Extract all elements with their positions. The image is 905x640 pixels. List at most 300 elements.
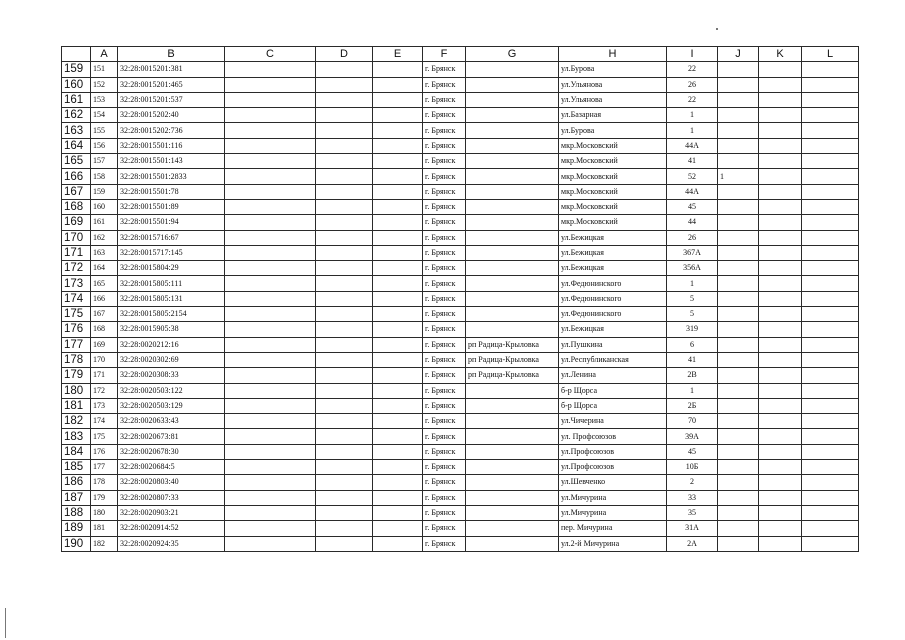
cell-a[interactable]: 151 [91, 62, 118, 77]
cell-c[interactable] [225, 475, 316, 490]
cell-h[interactable]: мкр.Московский [559, 215, 667, 230]
cell-d[interactable] [316, 215, 373, 230]
column-header-j[interactable]: J [718, 47, 759, 62]
cell-b[interactable]: 32:28:0015501:143 [118, 154, 225, 169]
cell-k[interactable] [759, 215, 802, 230]
cell-j[interactable] [718, 322, 759, 337]
cell-j[interactable] [718, 505, 759, 520]
cell-f[interactable]: г. Брянск [423, 62, 466, 77]
cell-f[interactable]: г. Брянск [423, 475, 466, 490]
cell-d[interactable] [316, 536, 373, 551]
cell-i[interactable]: 2Б [667, 398, 718, 413]
cell-g[interactable] [466, 521, 559, 536]
cell-k[interactable] [759, 536, 802, 551]
cell-d[interactable] [316, 322, 373, 337]
cell-k[interactable] [759, 475, 802, 490]
cell-a[interactable]: 169 [91, 337, 118, 352]
cell-g[interactable]: рп Радица-Крыловка [466, 337, 559, 352]
cell-b[interactable]: 32:28:0015805:111 [118, 276, 225, 291]
cell-k[interactable] [759, 230, 802, 245]
cell-e[interactable] [373, 414, 423, 429]
cell-e[interactable] [373, 536, 423, 551]
cell-j[interactable] [718, 199, 759, 214]
cell-l[interactable] [802, 77, 859, 92]
cell-j[interactable] [718, 215, 759, 230]
cell-c[interactable] [225, 62, 316, 77]
cell-l[interactable] [802, 460, 859, 475]
cell-k[interactable] [759, 184, 802, 199]
cell-i[interactable]: 26 [667, 230, 718, 245]
cell-a[interactable]: 181 [91, 521, 118, 536]
cell-j[interactable] [718, 475, 759, 490]
cell-a[interactable]: 158 [91, 169, 118, 184]
cell-e[interactable] [373, 460, 423, 475]
cell-d[interactable] [316, 337, 373, 352]
row-number[interactable]: 182 [62, 414, 91, 429]
cell-g[interactable] [466, 460, 559, 475]
cell-h[interactable]: б-р Щорса [559, 383, 667, 398]
cell-a[interactable]: 160 [91, 199, 118, 214]
column-header-c[interactable]: C [225, 47, 316, 62]
cell-d[interactable] [316, 169, 373, 184]
cell-c[interactable] [225, 245, 316, 260]
cell-l[interactable] [802, 368, 859, 383]
cell-j[interactable] [718, 276, 759, 291]
cell-f[interactable]: г. Брянск [423, 199, 466, 214]
cell-a[interactable]: 174 [91, 414, 118, 429]
column-header-h[interactable]: H [559, 47, 667, 62]
row-number[interactable]: 163 [62, 123, 91, 138]
cell-d[interactable] [316, 291, 373, 306]
cell-h[interactable]: ул.Пушкина [559, 337, 667, 352]
row-number[interactable]: 160 [62, 77, 91, 92]
cell-h[interactable]: ул.Ленина [559, 368, 667, 383]
cell-a[interactable]: 171 [91, 368, 118, 383]
cell-e[interactable] [373, 154, 423, 169]
cell-b[interactable]: 32:28:0020302:69 [118, 352, 225, 367]
row-number[interactable]: 179 [62, 368, 91, 383]
cell-i[interactable]: 41 [667, 154, 718, 169]
cell-f[interactable]: г. Брянск [423, 337, 466, 352]
cell-j[interactable] [718, 460, 759, 475]
cell-c[interactable] [225, 352, 316, 367]
cell-e[interactable] [373, 291, 423, 306]
cell-f[interactable]: г. Брянск [423, 215, 466, 230]
cell-b[interactable]: 32:28:0020924:35 [118, 536, 225, 551]
cell-f[interactable]: г. Брянск [423, 505, 466, 520]
cell-f[interactable]: г. Брянск [423, 154, 466, 169]
cell-k[interactable] [759, 444, 802, 459]
cell-l[interactable] [802, 291, 859, 306]
cell-a[interactable]: 166 [91, 291, 118, 306]
cell-i[interactable]: 5 [667, 307, 718, 322]
cell-e[interactable] [373, 521, 423, 536]
cell-g[interactable] [466, 261, 559, 276]
row-number[interactable]: 181 [62, 398, 91, 413]
cell-c[interactable] [225, 230, 316, 245]
row-number[interactable]: 171 [62, 245, 91, 260]
row-number[interactable]: 186 [62, 475, 91, 490]
cell-b[interactable]: 32:28:0020684:5 [118, 460, 225, 475]
cell-d[interactable] [316, 230, 373, 245]
cell-c[interactable] [225, 77, 316, 92]
cell-i[interactable]: 33 [667, 490, 718, 505]
cell-e[interactable] [373, 383, 423, 398]
cell-a[interactable]: 178 [91, 475, 118, 490]
cell-d[interactable] [316, 276, 373, 291]
cell-c[interactable] [225, 505, 316, 520]
cell-l[interactable] [802, 505, 859, 520]
cell-l[interactable] [802, 398, 859, 413]
cell-f[interactable]: г. Брянск [423, 383, 466, 398]
cell-k[interactable] [759, 505, 802, 520]
cell-a[interactable]: 159 [91, 184, 118, 199]
cell-j[interactable] [718, 184, 759, 199]
cell-g[interactable] [466, 154, 559, 169]
cell-l[interactable] [802, 352, 859, 367]
cell-k[interactable] [759, 199, 802, 214]
cell-c[interactable] [225, 261, 316, 276]
cell-a[interactable]: 161 [91, 215, 118, 230]
cell-f[interactable]: г. Брянск [423, 169, 466, 184]
cell-l[interactable] [802, 414, 859, 429]
cell-l[interactable] [802, 230, 859, 245]
cell-h[interactable]: ул.Чичерина [559, 414, 667, 429]
cell-e[interactable] [373, 77, 423, 92]
cell-h[interactable]: ул.Федюнинского [559, 307, 667, 322]
cell-e[interactable] [373, 398, 423, 413]
cell-j[interactable] [718, 138, 759, 153]
cell-l[interactable] [802, 245, 859, 260]
cell-j[interactable] [718, 444, 759, 459]
cell-g[interactable] [466, 490, 559, 505]
row-number[interactable]: 168 [62, 199, 91, 214]
cell-i[interactable]: 39А [667, 429, 718, 444]
cell-e[interactable] [373, 429, 423, 444]
cell-e[interactable] [373, 215, 423, 230]
cell-k[interactable] [759, 368, 802, 383]
cell-i[interactable]: 1 [667, 123, 718, 138]
cell-j[interactable] [718, 337, 759, 352]
cell-i[interactable]: 44А [667, 184, 718, 199]
cell-h[interactable]: ул.Шевченко [559, 475, 667, 490]
cell-h[interactable]: мкр.Московский [559, 154, 667, 169]
cell-l[interactable] [802, 475, 859, 490]
cell-i[interactable]: 2 [667, 475, 718, 490]
cell-b[interactable]: 32:28:0015501:89 [118, 199, 225, 214]
cell-i[interactable]: 44 [667, 215, 718, 230]
cell-h[interactable]: ул.Бежицкая [559, 261, 667, 276]
cell-e[interactable] [373, 184, 423, 199]
cell-f[interactable]: г. Брянск [423, 322, 466, 337]
cell-d[interactable] [316, 77, 373, 92]
cell-d[interactable] [316, 199, 373, 214]
cell-l[interactable] [802, 276, 859, 291]
column-header-k[interactable]: K [759, 47, 802, 62]
cell-g[interactable] [466, 169, 559, 184]
cell-i[interactable]: 35 [667, 505, 718, 520]
cell-j[interactable] [718, 398, 759, 413]
cell-k[interactable] [759, 521, 802, 536]
cell-i[interactable]: 45 [667, 444, 718, 459]
cell-b[interactable]: 32:28:0015716:67 [118, 230, 225, 245]
cell-a[interactable]: 176 [91, 444, 118, 459]
cell-g[interactable] [466, 123, 559, 138]
cell-a[interactable]: 170 [91, 352, 118, 367]
cell-d[interactable] [316, 138, 373, 153]
cell-e[interactable] [373, 322, 423, 337]
cell-g[interactable] [466, 398, 559, 413]
cell-b[interactable]: 32:28:0020673:81 [118, 429, 225, 444]
cell-e[interactable] [373, 138, 423, 153]
row-number[interactable]: 184 [62, 444, 91, 459]
cell-b[interactable]: 32:28:0020212:16 [118, 337, 225, 352]
row-number[interactable]: 159 [62, 62, 91, 77]
cell-g[interactable] [466, 199, 559, 214]
cell-j[interactable] [718, 429, 759, 444]
cell-d[interactable] [316, 444, 373, 459]
cell-k[interactable] [759, 154, 802, 169]
cell-a[interactable]: 163 [91, 245, 118, 260]
cell-b[interactable]: 32:28:0015202:736 [118, 123, 225, 138]
cell-g[interactable]: рп Радица-Крыловка [466, 368, 559, 383]
row-number[interactable]: 183 [62, 429, 91, 444]
cell-j[interactable] [718, 245, 759, 260]
cell-l[interactable] [802, 169, 859, 184]
cell-i[interactable]: 45 [667, 199, 718, 214]
cell-f[interactable]: г. Брянск [423, 261, 466, 276]
cell-l[interactable] [802, 490, 859, 505]
cell-h[interactable]: ул.Бурова [559, 62, 667, 77]
cell-f[interactable]: г. Брянск [423, 398, 466, 413]
cell-l[interactable] [802, 92, 859, 107]
cell-a[interactable]: 182 [91, 536, 118, 551]
cell-i[interactable]: 6 [667, 337, 718, 352]
cell-a[interactable]: 153 [91, 92, 118, 107]
cell-d[interactable] [316, 383, 373, 398]
cell-c[interactable] [225, 322, 316, 337]
cell-c[interactable] [225, 444, 316, 459]
cell-a[interactable]: 157 [91, 154, 118, 169]
cell-h[interactable]: ул.Профсоюзов [559, 460, 667, 475]
cell-f[interactable]: г. Брянск [423, 521, 466, 536]
cell-d[interactable] [316, 261, 373, 276]
cell-f[interactable]: г. Брянск [423, 536, 466, 551]
cell-i[interactable]: 22 [667, 62, 718, 77]
cell-f[interactable]: г. Брянск [423, 414, 466, 429]
row-number[interactable]: 177 [62, 337, 91, 352]
cell-g[interactable] [466, 62, 559, 77]
cell-k[interactable] [759, 414, 802, 429]
cell-e[interactable] [373, 62, 423, 77]
cell-g[interactable] [466, 444, 559, 459]
corner-cell[interactable] [62, 47, 91, 62]
cell-f[interactable]: г. Брянск [423, 184, 466, 199]
cell-c[interactable] [225, 490, 316, 505]
cell-e[interactable] [373, 108, 423, 123]
cell-c[interactable] [225, 307, 316, 322]
cell-l[interactable] [802, 215, 859, 230]
cell-g[interactable] [466, 138, 559, 153]
cell-a[interactable]: 175 [91, 429, 118, 444]
cell-c[interactable] [225, 108, 316, 123]
cell-l[interactable] [802, 108, 859, 123]
cell-d[interactable] [316, 414, 373, 429]
cell-g[interactable] [466, 184, 559, 199]
cell-b[interactable]: 32:28:0020503:129 [118, 398, 225, 413]
cell-f[interactable]: г. Брянск [423, 123, 466, 138]
cell-c[interactable] [225, 138, 316, 153]
column-header-b[interactable]: B [118, 47, 225, 62]
cell-c[interactable] [225, 92, 316, 107]
cell-h[interactable]: ул.2-й Мичурина [559, 536, 667, 551]
cell-k[interactable] [759, 169, 802, 184]
cell-j[interactable] [718, 383, 759, 398]
cell-l[interactable] [802, 383, 859, 398]
cell-j[interactable] [718, 77, 759, 92]
cell-e[interactable] [373, 92, 423, 107]
row-number[interactable]: 167 [62, 184, 91, 199]
cell-b[interactable]: 32:28:0020633:43 [118, 414, 225, 429]
cell-g[interactable] [466, 383, 559, 398]
cell-e[interactable] [373, 352, 423, 367]
column-header-l[interactable]: L [802, 47, 859, 62]
cell-j[interactable] [718, 536, 759, 551]
cell-f[interactable]: г. Брянск [423, 108, 466, 123]
cell-j[interactable] [718, 521, 759, 536]
column-header-a[interactable]: A [91, 47, 118, 62]
cell-c[interactable] [225, 368, 316, 383]
cell-i[interactable]: 1 [667, 108, 718, 123]
cell-f[interactable]: г. Брянск [423, 429, 466, 444]
cell-h[interactable]: ул.Базарная [559, 108, 667, 123]
cell-h[interactable]: мкр.Московский [559, 138, 667, 153]
cell-b[interactable]: 32:28:0015201:537 [118, 92, 225, 107]
cell-a[interactable]: 172 [91, 383, 118, 398]
cell-i[interactable]: 41 [667, 352, 718, 367]
cell-c[interactable] [225, 123, 316, 138]
cell-b[interactable]: 32:28:0015501:116 [118, 138, 225, 153]
cell-k[interactable] [759, 490, 802, 505]
cell-g[interactable] [466, 77, 559, 92]
cell-b[interactable]: 32:28:0020503:122 [118, 383, 225, 398]
cell-k[interactable] [759, 398, 802, 413]
cell-k[interactable] [759, 352, 802, 367]
cell-d[interactable] [316, 154, 373, 169]
cell-i[interactable]: 2А [667, 536, 718, 551]
cell-c[interactable] [225, 169, 316, 184]
row-number[interactable]: 169 [62, 215, 91, 230]
cell-k[interactable] [759, 245, 802, 260]
cell-e[interactable] [373, 230, 423, 245]
cell-h[interactable]: б-р Щорса [559, 398, 667, 413]
cell-b[interactable]: 32:28:0020308:33 [118, 368, 225, 383]
cell-g[interactable]: рп Радица-Крыловка [466, 352, 559, 367]
cell-i[interactable]: 5 [667, 291, 718, 306]
cell-e[interactable] [373, 475, 423, 490]
cell-d[interactable] [316, 398, 373, 413]
cell-j[interactable] [718, 62, 759, 77]
cell-h[interactable]: мкр.Московский [559, 199, 667, 214]
row-number[interactable]: 189 [62, 521, 91, 536]
cell-g[interactable] [466, 322, 559, 337]
cell-a[interactable]: 177 [91, 460, 118, 475]
row-number[interactable]: 172 [62, 261, 91, 276]
cell-c[interactable] [225, 414, 316, 429]
cell-f[interactable]: г. Брянск [423, 352, 466, 367]
cell-f[interactable]: г. Брянск [423, 490, 466, 505]
cell-d[interactable] [316, 307, 373, 322]
cell-e[interactable] [373, 337, 423, 352]
cell-a[interactable]: 154 [91, 108, 118, 123]
cell-a[interactable]: 168 [91, 322, 118, 337]
cell-e[interactable] [373, 307, 423, 322]
cell-c[interactable] [225, 536, 316, 551]
cell-i[interactable]: 26 [667, 77, 718, 92]
cell-k[interactable] [759, 383, 802, 398]
cell-f[interactable]: г. Брянск [423, 460, 466, 475]
cell-k[interactable] [759, 123, 802, 138]
cell-c[interactable] [225, 398, 316, 413]
cell-k[interactable] [759, 337, 802, 352]
cell-i[interactable]: 70 [667, 414, 718, 429]
cell-b[interactable]: 32:28:0015804:29 [118, 261, 225, 276]
cell-h[interactable]: ул.Бежицкая [559, 245, 667, 260]
cell-h[interactable]: ул.Мичурина [559, 505, 667, 520]
cell-a[interactable]: 164 [91, 261, 118, 276]
column-header-i[interactable]: I [667, 47, 718, 62]
cell-c[interactable] [225, 215, 316, 230]
cell-l[interactable] [802, 138, 859, 153]
cell-h[interactable]: пер. Мичурина [559, 521, 667, 536]
cell-d[interactable] [316, 475, 373, 490]
cell-j[interactable] [718, 154, 759, 169]
cell-b[interactable]: 32:28:0015717:145 [118, 245, 225, 260]
cell-i[interactable]: 1 [667, 383, 718, 398]
cell-l[interactable] [802, 429, 859, 444]
cell-h[interactable]: ул.Федюнинского [559, 276, 667, 291]
cell-e[interactable] [373, 261, 423, 276]
cell-b[interactable]: 32:28:0015501:78 [118, 184, 225, 199]
cell-k[interactable] [759, 108, 802, 123]
cell-g[interactable] [466, 536, 559, 551]
cell-a[interactable]: 152 [91, 77, 118, 92]
cell-i[interactable]: 31А [667, 521, 718, 536]
cell-e[interactable] [373, 444, 423, 459]
row-number[interactable]: 165 [62, 154, 91, 169]
cell-h[interactable]: мкр.Московский [559, 184, 667, 199]
cell-h[interactable]: мкр.Московский [559, 169, 667, 184]
cell-a[interactable]: 165 [91, 276, 118, 291]
cell-c[interactable] [225, 291, 316, 306]
cell-k[interactable] [759, 276, 802, 291]
cell-e[interactable] [373, 276, 423, 291]
cell-d[interactable] [316, 490, 373, 505]
row-number[interactable]: 176 [62, 322, 91, 337]
row-number[interactable]: 190 [62, 536, 91, 551]
cell-b[interactable]: 32:28:0015202:40 [118, 108, 225, 123]
cell-k[interactable] [759, 62, 802, 77]
cell-j[interactable] [718, 368, 759, 383]
cell-a[interactable]: 180 [91, 505, 118, 520]
cell-j[interactable] [718, 307, 759, 322]
cell-l[interactable] [802, 62, 859, 77]
cell-g[interactable] [466, 245, 559, 260]
cell-b[interactable]: 32:28:0020678:30 [118, 444, 225, 459]
cell-g[interactable] [466, 475, 559, 490]
cell-f[interactable]: г. Брянск [423, 291, 466, 306]
cell-l[interactable] [802, 337, 859, 352]
